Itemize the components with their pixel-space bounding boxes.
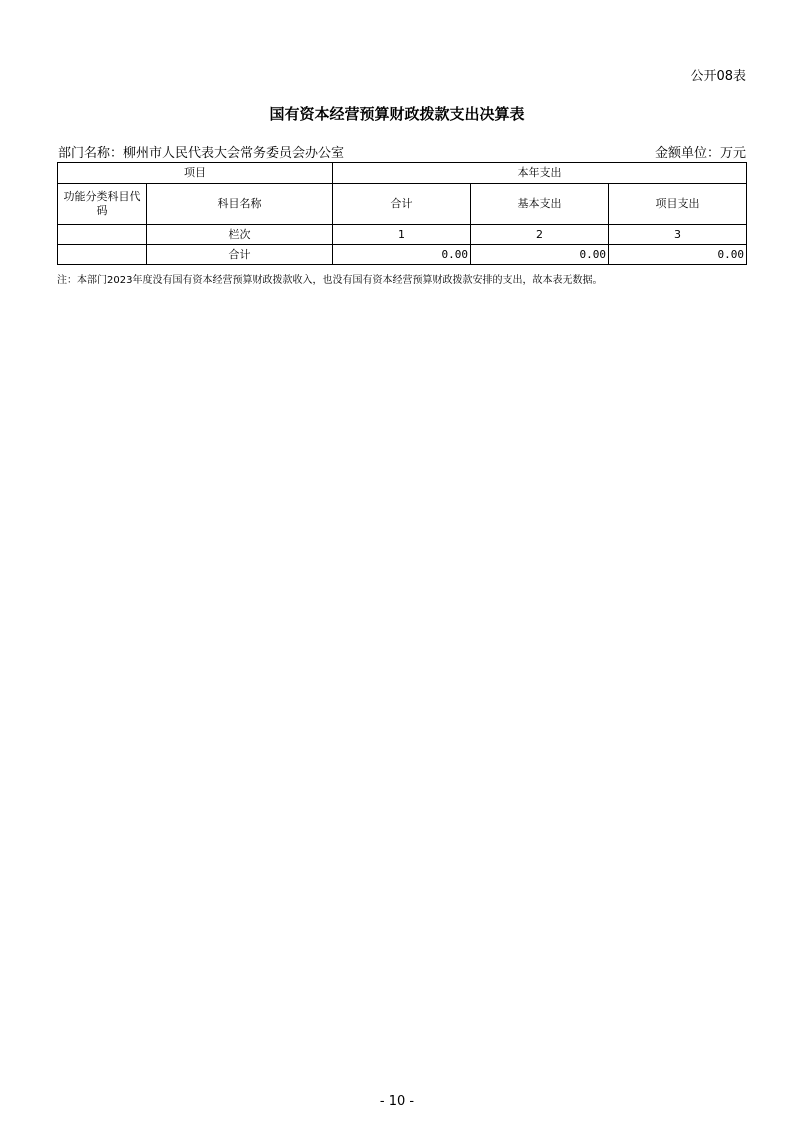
- header-current-year: 本年支出: [333, 163, 747, 184]
- footnote: 注：本部门2023年度没有国有资本经营预算财政拨款收入，也没有国有资本经营预算财政拨款安排的支出，故本表无数据。: [57, 275, 603, 286]
- department-name: 部门名称：柳州市人民代表大会常务委员会办公室: [58, 146, 345, 161]
- header-project: 项目支出: [609, 184, 747, 225]
- table-row: [58, 245, 747, 265]
- total-label: 合计: [147, 245, 333, 265]
- index-c1: 1: [333, 225, 471, 245]
- table-row: [58, 225, 747, 245]
- form-code: 公开08表: [690, 69, 746, 84]
- index-code-cell: [58, 225, 147, 245]
- page-number: - 10 -: [379, 1094, 415, 1109]
- page-title: 国有资本经营预算财政拨款支出决算表: [269, 105, 525, 123]
- total-amount: 0.00: [333, 245, 471, 265]
- header-name: 科目名称: [147, 184, 333, 225]
- budget-table: [57, 162, 747, 265]
- header-code: 功能分类科目代码: [58, 184, 147, 225]
- index-label: 栏次: [147, 225, 333, 245]
- amount-unit: 金额单位：万元: [654, 146, 746, 161]
- header-basic: 基本支出: [471, 184, 609, 225]
- header-total: 合计: [333, 184, 471, 225]
- total-code-cell: [58, 245, 147, 265]
- table-header-row: [58, 163, 747, 184]
- header-item: 项目: [58, 163, 333, 184]
- index-c2: 2: [471, 225, 609, 245]
- index-c3: 3: [609, 225, 747, 245]
- table-subheader-row: [58, 184, 747, 225]
- total-basic: 0.00: [471, 245, 609, 265]
- total-project: 0.00: [609, 245, 747, 265]
